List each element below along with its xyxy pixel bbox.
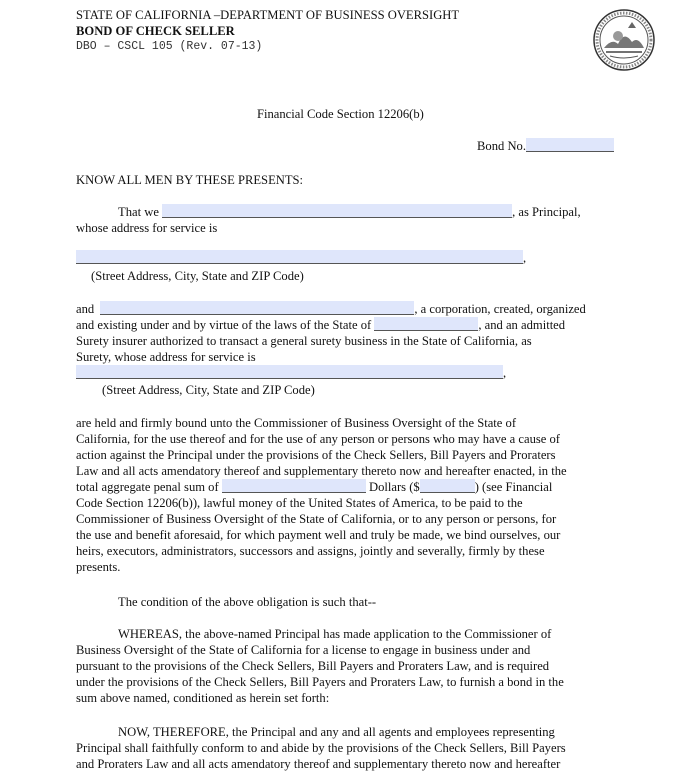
surety-name-field[interactable] <box>100 301 414 315</box>
penal-sum-label: total aggregate penal sum of <box>76 480 219 494</box>
corp-text: , a corporation, created, organized <box>414 302 586 316</box>
surety-address-comma: , <box>503 366 507 380</box>
body-line: the use and benefit aforesaid, for which payment well and truly be made, we bind ourselves, our <box>76 528 561 542</box>
principal-address-label: whose address for service is <box>76 221 218 235</box>
surety-state-field[interactable] <box>374 317 478 331</box>
see-financial-label: ) (see Financial <box>474 480 553 494</box>
that-we-label: That we <box>118 205 159 219</box>
therefore-line: NOW, THEREFORE, the Principal and any and all agents and employees representing <box>118 725 555 739</box>
form-title: BOND OF CHECK SELLER <box>76 24 235 38</box>
penal-sum-words-field[interactable] <box>222 479 366 493</box>
principal-address-row <box>76 250 526 266</box>
surety-line-3: Surety insurer authorized to transact a general surety business in the State of California, as <box>76 334 532 348</box>
body-line: Code Section 12206(b)), lawful money of the United States of America, to be paid to the <box>76 496 523 510</box>
dollars-label: Dollars ($ <box>369 480 420 494</box>
whereas-line: sum above named, conditioned as herein set forth: <box>76 691 330 705</box>
surety-address-row <box>76 365 506 381</box>
principal-address-caption: (Street Address, City, State and ZIP Code) <box>91 269 304 283</box>
body-line: Law and all acts amendatory thereof and supplementary thereto now and hereafter enacted, in the <box>76 464 567 478</box>
principal-line <box>118 204 581 220</box>
body-line: Commissioner of Business Oversight of the State of California, or to any person or persons, for <box>76 512 557 526</box>
surety-line-4: Surety, whose address for service is <box>76 350 256 364</box>
penal-sum-amount-field[interactable] <box>420 479 475 493</box>
form-code: DBO – CSCL 105 (Rev. 07-13) <box>76 40 263 53</box>
state-seal-icon <box>592 8 656 72</box>
surety-line-2 <box>76 317 565 333</box>
bond-no-row <box>477 138 614 154</box>
agency-heading: STATE OF CALIFORNIA –DEPARTMENT OF BUSINESS OVERSIGHT <box>76 8 460 22</box>
principal-address-field[interactable] <box>76 250 523 264</box>
code-section-reference: Financial Code Section 12206(b) <box>257 107 424 121</box>
bond-no-label: Bond No. <box>477 139 526 153</box>
whereas-line: Business Oversight of the State of California for a license to engage in business under and <box>76 643 531 657</box>
and-label: and <box>76 302 95 316</box>
body-line: heirs, executors, administrators, successors and assigns, jointly and severally, firmly by these <box>76 544 545 558</box>
surety-address-caption: (Street Address, City, State and ZIP Code) <box>102 383 315 397</box>
body-line: are held and firmly bound unto the Commissioner of Business Oversight of the State of <box>76 416 517 430</box>
admitted-label: , and an admitted <box>478 318 566 332</box>
body-line: action against the Principal under the provisions of the Check Sellers, Bill Payers and Proraters <box>76 448 556 462</box>
whereas-line: pursuant to the provisions of the Check Sellers, Bill Payers and Proraters Law, and is required <box>76 659 550 673</box>
therefore-line: Principal shall faithfully conform to and abide by the provisions of the Check Sellers, Bill Payers <box>76 741 566 755</box>
surety-line-1 <box>76 301 586 317</box>
whereas-line: under the provisions of the Check Sellers, Bill Payers and Proraters Law, to furnish a bond in the <box>76 675 564 689</box>
condition-line: The condition of the above obligation is such that-- <box>118 595 377 609</box>
preamble: KNOW ALL MEN BY THESE PRESENTS: <box>76 173 304 187</box>
surety-address-field[interactable] <box>76 365 503 379</box>
principal-address-comma: , <box>523 251 527 265</box>
state-of-label: and existing under and by virtue of the laws of the State of <box>76 318 372 332</box>
whereas-line: WHEREAS, the above-named Principal has made application to the Commissioner of <box>118 627 552 641</box>
as-principal-label: , as Principal, <box>512 205 581 219</box>
body-line: presents. <box>76 560 121 574</box>
bond-no-field[interactable] <box>526 138 614 152</box>
principal-name-field[interactable] <box>162 204 512 218</box>
penal-sum-line <box>76 479 552 495</box>
body-line: California, for the use thereof and for the use of any person or persons who may have a cause of <box>76 432 560 446</box>
therefore-line: and Proraters Law and all acts amendatory thereof and supplementary thereto now and hereafter <box>76 757 561 771</box>
